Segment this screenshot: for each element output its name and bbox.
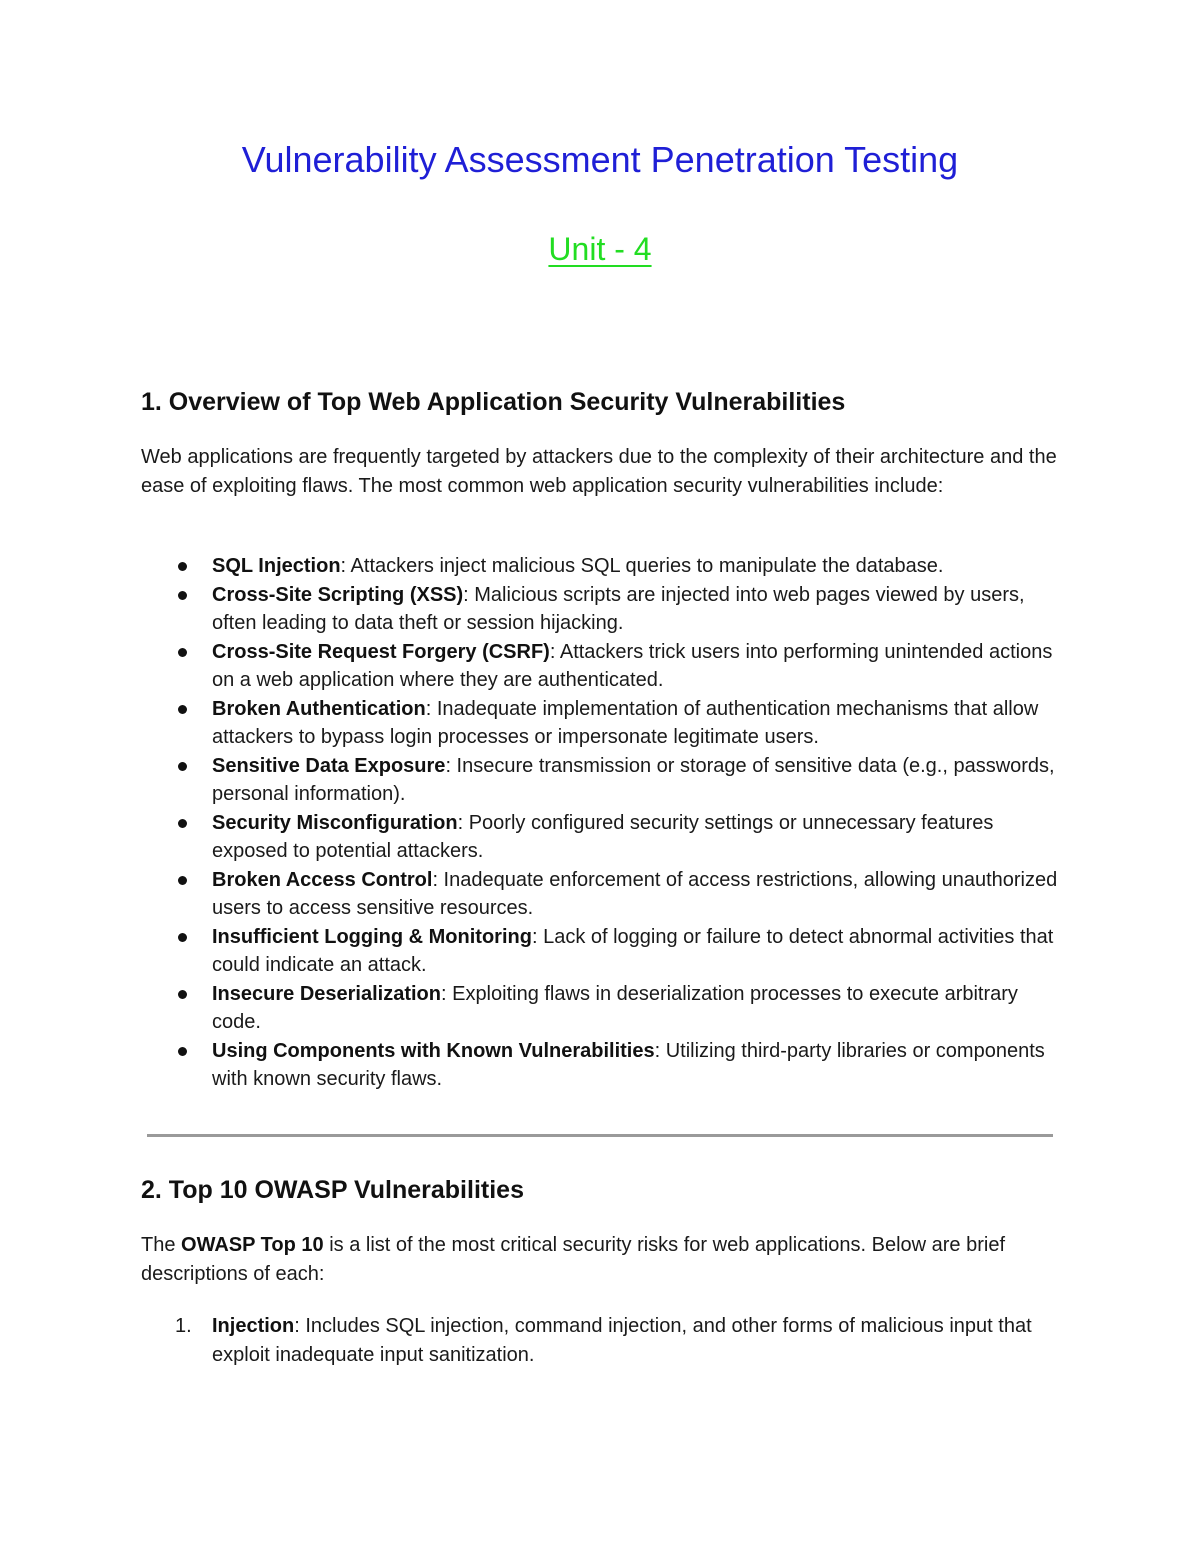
list-item-term: Security Misconfiguration (212, 811, 458, 834)
section-1-heading-block (141, 386, 1061, 418)
section-1-heading: 1. Overview of Top Web Application Security Vulnerabilities (141, 388, 846, 416)
bullet-icon (178, 591, 187, 600)
list-item (141, 1312, 1061, 1369)
section-1-list-block (141, 552, 1061, 1094)
section-2-intro-block (141, 1231, 1061, 1288)
list-item (141, 1037, 1061, 1094)
owasp-list (141, 1312, 1061, 1369)
bullet-icon (178, 562, 187, 571)
intro-text-before: The (141, 1234, 182, 1256)
bullet-icon (178, 933, 187, 942)
vulnerability-list (141, 552, 1061, 1094)
bullet-icon (178, 819, 187, 828)
list-item-term: Sensitive Data Exposure (212, 754, 446, 777)
list-item (141, 752, 1061, 809)
list-item (141, 638, 1061, 695)
unit-heading (0, 228, 1200, 270)
list-item (141, 695, 1061, 752)
list-item-term: Cross-Site Scripting (XSS) (212, 583, 464, 606)
list-item-desc: : Inadequate enforcement of access restrictions, allowing unauthorized users to access sensitive resources. (212, 868, 1058, 919)
bullet-icon (178, 705, 187, 714)
list-item-term: SQL Injection (212, 555, 341, 577)
bullet-icon (178, 762, 187, 771)
list-item-desc: : Inadequate implementation of authentication mechanisms that allow attackers to bypass login processes or impersonate legitimate users. (212, 697, 1039, 748)
bullet-icon (178, 648, 187, 657)
section-2-intro (141, 1231, 1061, 1288)
unit-label: Unit - 4 (548, 231, 652, 267)
list-item-desc: : Exploiting flaws in deserialization processes to execute arbitrary code. (212, 982, 1018, 1033)
list-item-desc: : Attackers inject malicious SQL queries to manipulate the database. (340, 555, 944, 577)
list-item (141, 923, 1061, 980)
list-item-desc: : Insecure transmission or storage of sensitive data (e.g., passwords, personal information). (212, 754, 1055, 805)
list-item-term: Broken Access Control (212, 868, 433, 891)
list-item-term: Insecure Deserialization (212, 982, 441, 1005)
list-item-term: Injection (212, 1315, 295, 1337)
list-item-desc: : Utilizing third-party libraries or components with known security flaws. (212, 1039, 1045, 1090)
list-item (141, 581, 1061, 638)
list-item-desc: : Malicious scripts are injected into web pages viewed by users, often leading to data theft or session hijacking. (212, 583, 1025, 634)
section-divider (147, 1134, 1053, 1137)
bullet-icon (178, 990, 187, 999)
list-item-term: Insufficient Logging & Monitoring (212, 925, 532, 948)
intro-text-after: is a list of the most critical security risks for web applications. Below are brief descriptions of each: (141, 1234, 1006, 1285)
list-item-desc: : Attackers trick users into performing unintended actions on a web application where they are authenticated. (212, 640, 1053, 691)
list-item (141, 866, 1061, 923)
section-2-heading: 2. Top 10 OWASP Vulnerabilities (141, 1176, 524, 1204)
list-item-number: 1. (175, 1315, 192, 1337)
list-item-term: Cross-Site Request Forgery (CSRF) (212, 640, 550, 663)
list-item-term: Using Components with Known Vulnerabilities (212, 1039, 655, 1062)
section-2-heading-block (141, 1174, 1061, 1206)
list-item (141, 809, 1061, 866)
list-item-desc: : Lack of logging or failure to detect abnormal activities that could indicate an attack. (212, 925, 1054, 976)
section-2-list-block (141, 1312, 1061, 1369)
list-item-term: Broken Authentication (212, 697, 426, 720)
list-item (141, 552, 1061, 581)
list-item-desc: : Poorly configured security settings or unnecessary features exposed to potential attackers. (212, 811, 994, 862)
bullet-icon (178, 876, 187, 885)
section-1-intro: Web applications are frequently targeted by attackers due to the complexity of their architecture and the ease of exploiting flaws. The most common web application security vulnerabilities include: (141, 446, 1057, 497)
bullet-icon (178, 1047, 187, 1056)
intro-bold-term: OWASP Top 10 (181, 1234, 324, 1256)
list-item (141, 980, 1061, 1037)
document-title: Vulnerability Assessment Penetration Testing (241, 139, 959, 180)
section-1-intro-block (141, 443, 1061, 500)
list-item-desc: : Includes SQL injection, command injection, and other forms of malicious input that exploit inadequate input sanitization. (212, 1315, 1032, 1366)
